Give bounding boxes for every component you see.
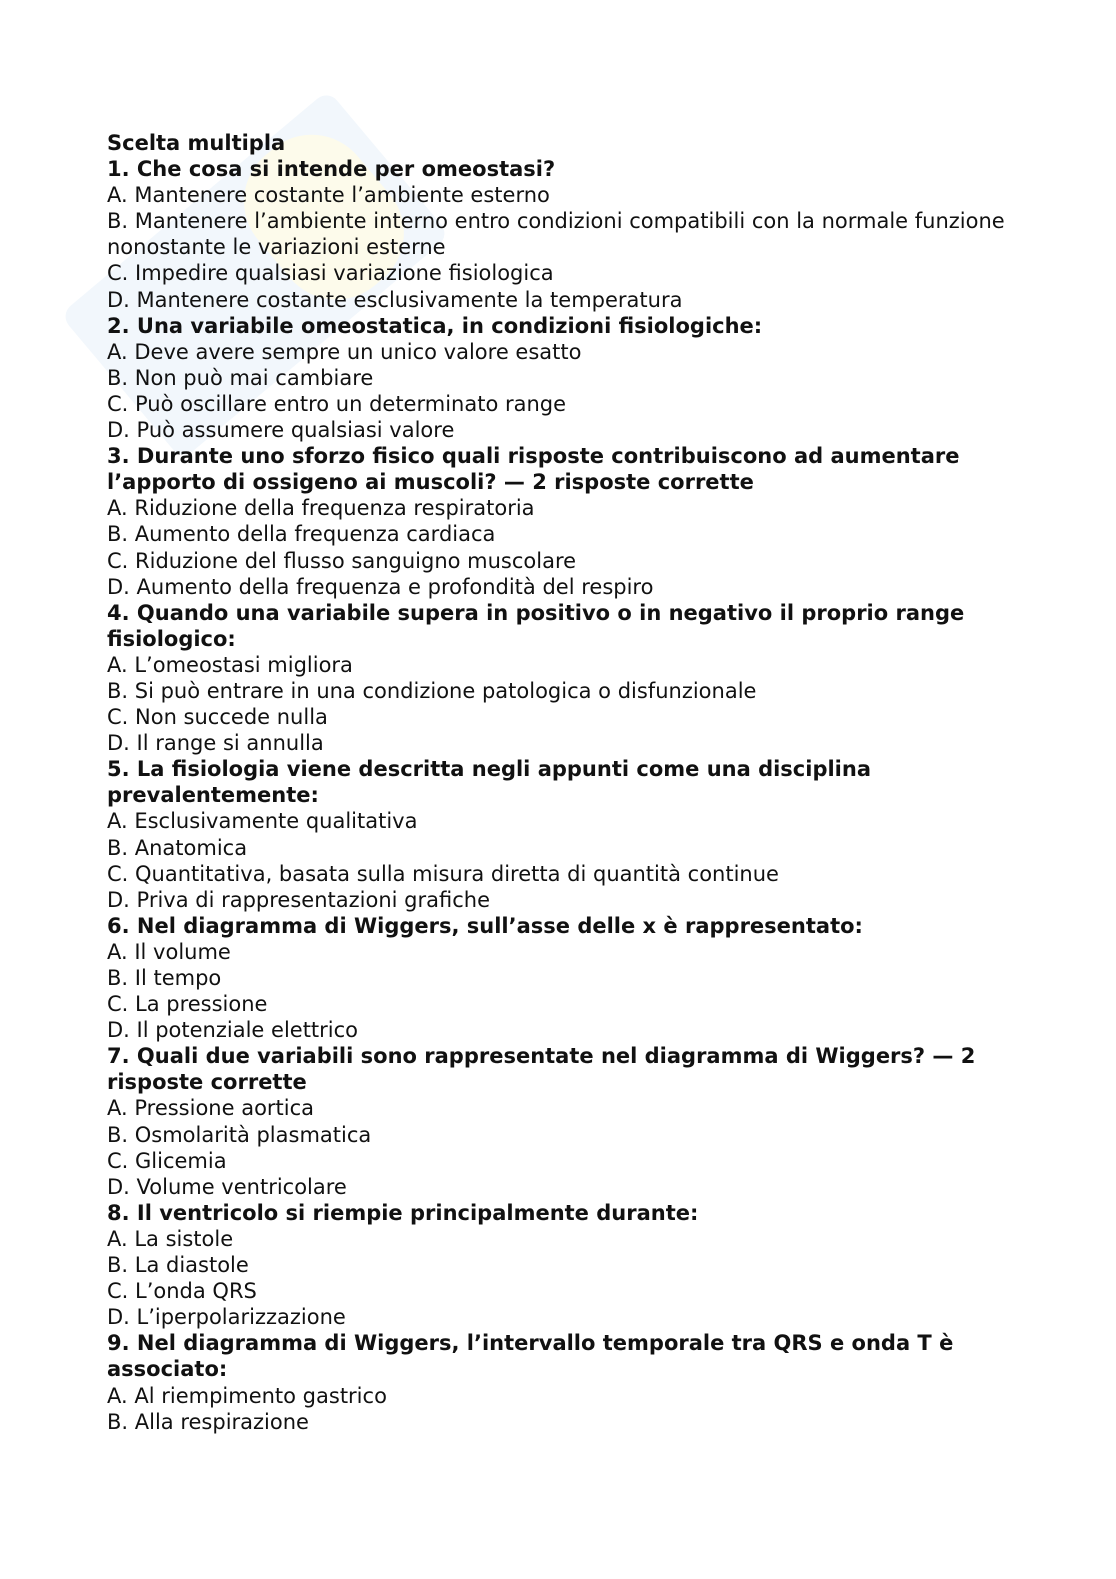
answer-option: D. Priva di rappresentazioni grafiche — [107, 887, 490, 912]
answer-option: C. Glicemia — [107, 1148, 227, 1173]
answer-option: B. Non può mai cambiare — [107, 365, 374, 390]
answer-option: B. Si può entrare in una condizione patologica o disfunzionale — [107, 678, 757, 703]
answer-option: A. Il volume — [107, 939, 231, 964]
question-list — [107, 156, 1012, 1435]
answer-option: D. Volume ventricolare — [107, 1174, 347, 1199]
answer-option: B. La diastole — [107, 1253, 249, 1278]
answer-option: A. Al riempimento gastrico — [107, 1383, 387, 1408]
question-text: 2. Una variabile omeostatica, in condizioni fisiologiche: — [107, 313, 763, 338]
section-heading: Scelta multipla — [107, 131, 286, 155]
question-text: 6. Nel diagramma di Wiggers, sull’asse delle x è rappresentato: — [107, 913, 863, 938]
question-block — [107, 913, 1007, 1043]
question-text: 5. La fisiologia viene descritta negli appunti come una disciplina prevalentemente: — [107, 757, 879, 808]
answer-option: D. Può assumere qualsiasi valore — [107, 418, 455, 443]
answer-option: B. Aumento della frequenza cardiaca — [107, 522, 496, 547]
question-text: 7. Quali due variabili sono rappresentate nel diagramma di Wiggers? — 2 risposte corrette — [107, 1044, 983, 1095]
answer-option: C. Riduzione del flusso sanguigno muscolare — [107, 548, 577, 573]
answer-option: C. Non succede nulla — [107, 705, 328, 730]
answer-option: D. Il potenziale elettrico — [107, 1018, 359, 1043]
answer-option: B. Mantenere l’ambiente interno entro condizioni compatibili con la normale funzione nonostante le variazioni esterne — [107, 209, 1012, 260]
answer-option: C. Può oscillare entro un determinato range — [107, 391, 567, 416]
question-block — [107, 443, 1007, 600]
answer-option: C. L’onda QRS — [107, 1279, 257, 1304]
question-block — [107, 313, 1007, 443]
question-block — [107, 1330, 1007, 1434]
answer-option: A. Deve avere sempre un unico valore esatto — [107, 339, 582, 364]
document-body — [107, 130, 1012, 1435]
answer-option: D. Aumento della frequenza e profondità del respiro — [107, 574, 654, 599]
answer-option: C. Impedire qualsiasi variazione fisiologica — [107, 261, 554, 286]
question-block — [107, 600, 1007, 757]
answer-option: D. Mantenere costante esclusivamente la temperatura — [107, 287, 683, 312]
answer-option: B. Osmolarità plasmatica — [107, 1122, 372, 1147]
answer-option: D. L’iperpolarizzazione — [107, 1305, 346, 1330]
question-text: 1. Che cosa si intende per omeostasi? — [107, 157, 556, 182]
answer-option: A. La sistole — [107, 1226, 234, 1251]
question-block — [107, 156, 1012, 313]
answer-option: A. Riduzione della frequenza respiratoria — [107, 496, 535, 521]
question-block — [107, 1043, 1007, 1200]
question-text: 8. Il ventricolo si riempie principalmente durante: — [107, 1200, 699, 1225]
answer-option: B. Alla respirazione — [107, 1409, 309, 1434]
answer-option: C. La pressione — [107, 992, 268, 1017]
answer-option: A. Pressione aortica — [107, 1096, 315, 1121]
answer-option: D. Il range si annulla — [107, 731, 324, 756]
question-block — [107, 756, 1007, 913]
answer-option: A. L’omeostasi migliora — [107, 652, 353, 677]
question-text: 3. Durante uno sforzo fisico quali risposte contribuiscono ad aumentare l’apporto di ossigeno ai muscoli? — 2 risposte corrette — [107, 444, 967, 495]
answer-option: C. Quantitativa, basata sulla misura diretta di quantità continue — [107, 861, 779, 886]
question-block — [107, 1200, 1007, 1330]
answer-option: B. Il tempo — [107, 966, 222, 990]
answer-option: A. Esclusivamente qualitativa — [107, 809, 418, 834]
answer-option: A. Mantenere costante l’ambiente esterno — [107, 183, 550, 208]
question-text: 4. Quando una variabile supera in positivo o in negativo il proprio range fisiologico: — [107, 600, 972, 651]
question-text: 9. Nel diagramma di Wiggers, l’intervallo temporale tra QRS e onda T è associato: — [107, 1331, 961, 1382]
answer-option: B. Anatomica — [107, 835, 248, 860]
